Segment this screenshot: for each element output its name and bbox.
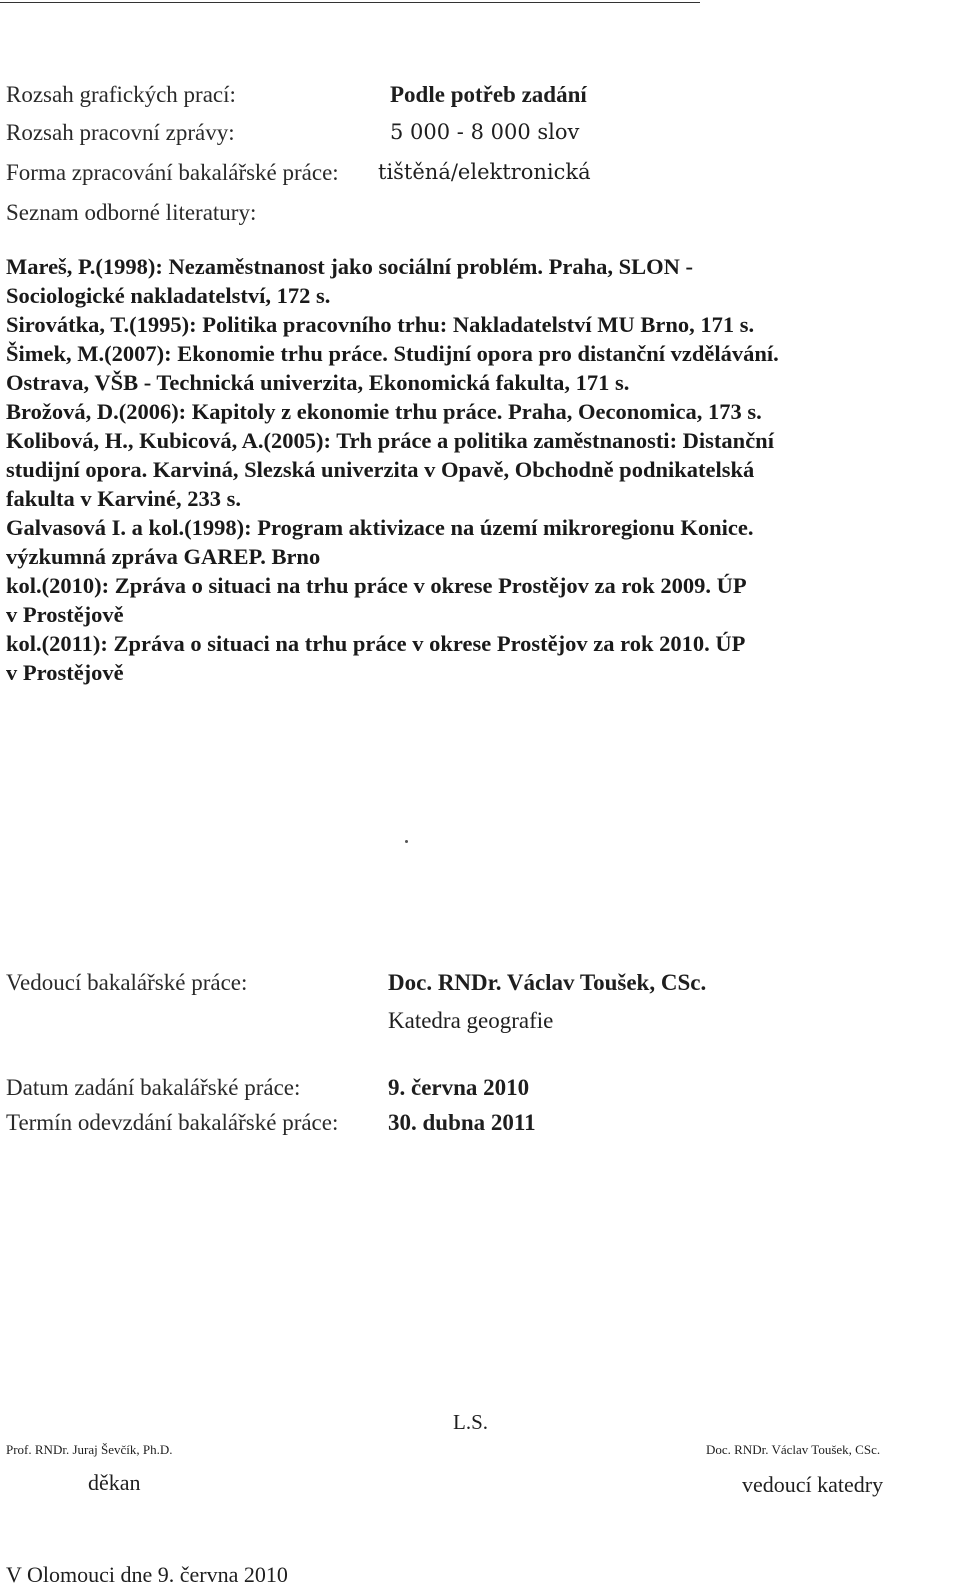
head-role: vedoucí katedry <box>742 1472 884 1497</box>
info-value: Podle potřeb zadání <box>390 82 587 107</box>
literature-line: Ostrava, VŠB - Technická univerzita, Ekonomická fakulta, 171 s. <box>6 370 630 395</box>
literature-line: v Prostějově <box>6 660 124 685</box>
info-label: Rozsah pracovní zprávy: <box>6 120 235 145</box>
seal-mark: L.S. <box>453 1410 489 1434</box>
top-rule <box>0 2 700 3</box>
date-label: Datum zadání bakalářské práce: <box>6 1075 301 1100</box>
literature-line: Kolibová, H., Kubicová, A.(2005): Trh práce a politika zaměstnanosti: Distanční <box>6 428 774 453</box>
literature-line: kol.(2011): Zpráva o situaci na trhu práce v okrese Prostějov za rok 2010. ÚP <box>6 631 746 656</box>
info-value: tištěná/elektronická <box>378 160 591 184</box>
date-value: 30. dubna 2011 <box>388 1110 536 1135</box>
literature-line: Brožová, D.(2006): Kapitoly z ekonomie trhu práce. Praha, Oeconomica, 173 s. <box>6 399 762 424</box>
literature-line: kol.(2010): Zpráva o situaci na trhu práce v okrese Prostějov za rok 2009. ÚP <box>6 573 747 598</box>
literature-line: studijní opora. Karviná, Slezská univerzita v Opavě, Obchodně podnikatelská <box>6 457 755 482</box>
dean-role: děkan <box>88 1470 141 1495</box>
literature-line: Sirovátka, T.(1995): Politika pracovního trhu: Nakladatelství MU Brno, 171 s. <box>6 312 755 337</box>
place-date: V Olomouci dne 9. června 2010 <box>6 1562 288 1587</box>
literature-line: Sociologické nakladatelství, 172 s. <box>6 283 331 308</box>
info-label: Seznam odborné literatury: <box>6 200 257 225</box>
supervisor-department: Katedra geografie <box>388 1008 554 1033</box>
literature-line: výzkumná zpráva GAREP. Brno <box>6 544 321 569</box>
scan-speck <box>405 840 408 843</box>
literature-line: Galvasová I. a kol.(1998): Program aktivizace na území mikroregionu Konice. <box>6 515 754 540</box>
literature-line: Mareš, P.(1998): Nezaměstnanost jako sociální problém. Praha, SLON - <box>6 254 694 279</box>
info-value: 5 000 - 8 000 slov <box>390 120 580 144</box>
dean-name: Prof. RNDr. Juraj Ševčík, Ph.D. <box>6 1442 173 1457</box>
literature-list <box>6 252 946 687</box>
info-label: Forma zpracování bakalářské práce: <box>6 160 339 185</box>
head-name: Doc. RNDr. Václav Toušek, CSc. <box>706 1442 881 1457</box>
date-label: Termín odevzdání bakalářské práce: <box>6 1110 339 1135</box>
supervisor-name: Doc. RNDr. Václav Toušek, CSc. <box>388 970 707 995</box>
info-label: Rozsah grafických prací: <box>6 82 236 107</box>
literature-line: Šimek, M.(2007): Ekonomie trhu práce. Studijní opora pro distanční vzdělávání. <box>6 341 779 366</box>
literature-line: fakulta v Karviné, 233 s. <box>6 486 242 511</box>
supervisor-label: Vedoucí bakalářské práce: <box>6 970 248 995</box>
date-value: 9. června 2010 <box>388 1075 530 1100</box>
literature-line: v Prostějově <box>6 602 124 627</box>
